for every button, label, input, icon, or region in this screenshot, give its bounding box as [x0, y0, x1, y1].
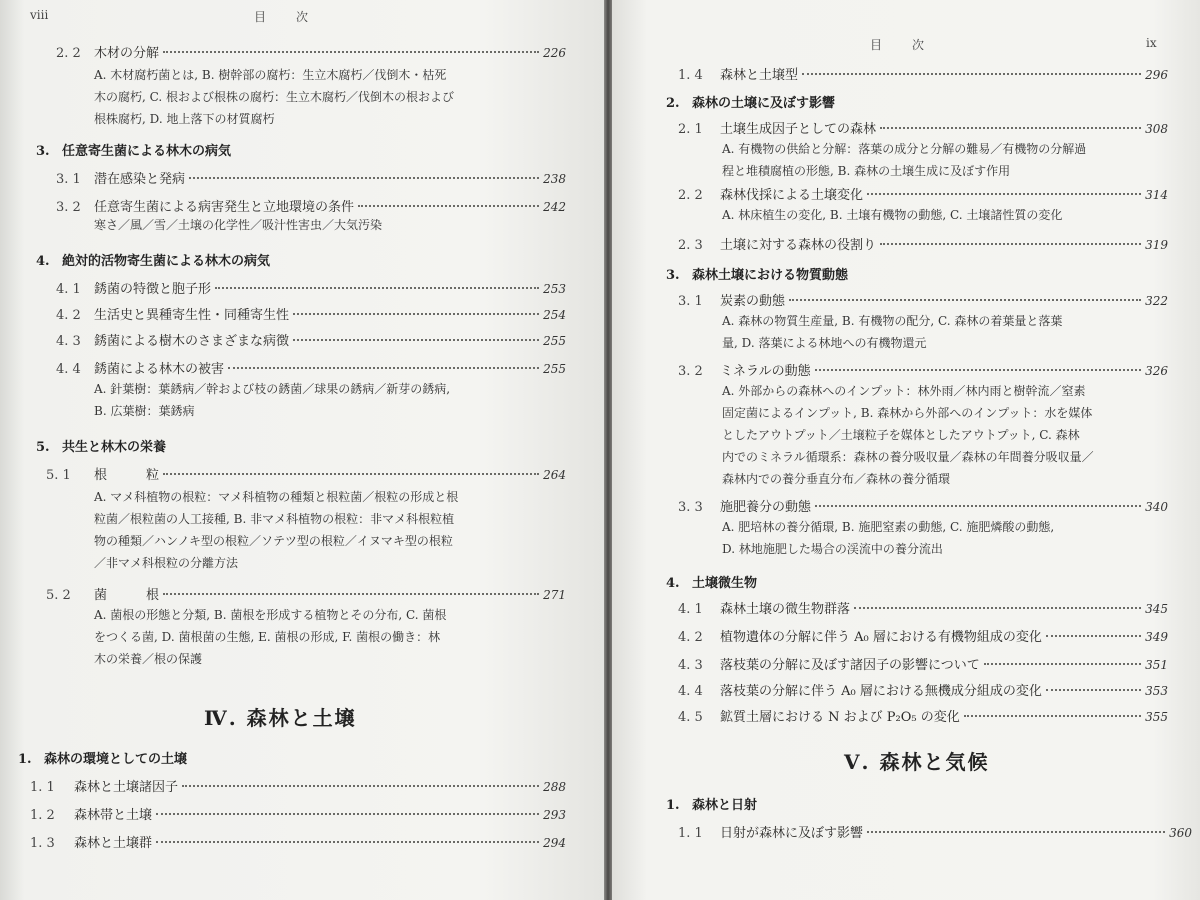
entry-page: 319 — [1145, 238, 1168, 252]
toc-entry[interactable] — [56, 358, 566, 377]
right-page-number: ix — [1146, 36, 1157, 50]
chapter-title: 絶対的活物寄生菌による林木の病気 — [62, 254, 271, 269]
toc-chapter[interactable] — [36, 140, 231, 159]
toc-entry[interactable] — [56, 278, 566, 297]
entry-title: 任意寄生菌による病害発生と立地環境の条件 — [94, 200, 355, 215]
entry-number: 3. 1 — [678, 294, 703, 309]
leader-dots — [156, 841, 539, 843]
entry-number: 4. 4 — [56, 362, 81, 377]
entry-number: 4. 2 — [678, 630, 703, 645]
toc-chapter[interactable] — [666, 264, 848, 283]
entry-title: 森林と土壌群 — [74, 836, 153, 851]
entry-number: 4. 1 — [678, 602, 703, 617]
entry-page: 322 — [1145, 294, 1168, 308]
subtopic-line: 森林内での養分垂直分布／森林の養分循環 — [722, 472, 951, 486]
leader-dots — [228, 367, 539, 369]
leader-dots — [156, 813, 539, 815]
entry-page: 326 — [1145, 364, 1168, 378]
entry-number: 2. 2 — [56, 46, 81, 61]
subtopic-line: D. 林地施肥した場合の渓流中の養分流出 — [722, 542, 943, 556]
entry-page: 355 — [1145, 710, 1168, 724]
chapter-title: 森林と日射 — [692, 798, 758, 813]
subtopic-line: A. 木材腐朽菌とは, B. 樹幹部の腐朽：生立木腐朽／伐倒木・枯死 — [94, 68, 447, 82]
toc-entry[interactable] — [678, 64, 1168, 83]
subtopic-line: 木の腐朽, C. 根および根株の腐朽：生立木腐朽／伐倒木の根および — [94, 90, 455, 104]
chapter-number: 3. — [36, 144, 50, 159]
entry-subtopics — [722, 204, 1062, 226]
toc-chapter[interactable] — [666, 92, 835, 111]
chapter-number: 1. — [666, 798, 680, 813]
toc-entry[interactable] — [678, 496, 1168, 515]
subtopic-line: A. 森林の物質生産量, B. 有機物の配分, C. 森林の着葉量と落葉 — [722, 314, 1063, 328]
entry-number: 4. 3 — [56, 334, 81, 349]
subtopic-line: 根株腐朽, D. 地上落下の材質腐朽 — [94, 112, 275, 126]
entry-page: 253 — [543, 282, 566, 296]
entry-title: 森林帯と土壌 — [74, 808, 153, 823]
subtopic-line: A. 菌根の形態と分類, B. 菌根を形成する植物とその分布, C. 菌根 — [94, 608, 447, 622]
entry-subtopics — [722, 380, 1094, 490]
right-header-title: 目 次 — [870, 38, 927, 52]
toc-entry[interactable] — [678, 360, 1168, 379]
entry-number: 3. 2 — [678, 364, 703, 379]
entry-page: 314 — [1145, 188, 1168, 202]
entry-number: 4. 3 — [678, 658, 703, 673]
entry-title: ミネラルの動態 — [720, 364, 811, 379]
leader-dots — [880, 243, 1141, 245]
toc-chapter[interactable] — [666, 572, 757, 591]
entry-number: 1. 4 — [678, 68, 703, 83]
toc-entry[interactable] — [56, 304, 566, 323]
subtopic-line: A. マメ科植物の根粒：マメ科植物の種類と根粒菌／根粒の形成と根 — [94, 490, 459, 504]
leader-dots — [789, 299, 1141, 301]
entry-number: 1. 3 — [30, 836, 55, 851]
leader-dots — [293, 339, 539, 341]
subtopic-line: A. 針葉樹：葉銹病／幹および枝の銹菌／球果の銹病／新芽の銹病, — [94, 382, 451, 396]
subtopic-line: 物の種類／ハンノキ型の根粒／ソテツ型の根粒／イヌマキ型の根粒 — [94, 534, 453, 548]
entry-number: 5. 2 — [46, 588, 71, 603]
entry-page: 293 — [543, 808, 566, 822]
entry-title: 生活史と異種寄生性・同種寄生性 — [94, 308, 290, 323]
entry-page: 345 — [1145, 602, 1168, 616]
toc-entry[interactable] — [30, 832, 566, 851]
entry-page: 360 — [1169, 826, 1192, 840]
toc-entry[interactable] — [56, 196, 566, 215]
leader-dots — [964, 715, 1141, 717]
entry-number: 5. 1 — [46, 468, 71, 483]
toc-entry[interactable] — [678, 654, 1168, 673]
leader-dots — [163, 473, 539, 475]
entry-page: 294 — [543, 836, 566, 850]
entry-title: 土壌に対する森林の役割り — [720, 238, 877, 253]
toc-chapter[interactable] — [18, 748, 187, 767]
entry-subtopics — [722, 516, 1054, 560]
entry-title: 潜在感染と発病 — [94, 172, 186, 187]
toc-entry[interactable] — [678, 680, 1168, 699]
toc-entry[interactable] — [678, 598, 1168, 617]
entry-subtopics — [94, 604, 446, 670]
chapter-title: 森林土壌における物質動態 — [692, 268, 849, 283]
toc-entry[interactable] — [678, 626, 1168, 645]
entry-number: 2. 3 — [678, 238, 703, 253]
entry-number: 3. 2 — [56, 200, 81, 215]
leader-dots — [293, 313, 539, 315]
toc-entry[interactable] — [46, 464, 566, 483]
subtopic-line: A. 有機物の供給と分解：落葉の成分と分解の難易／有機物の分解過 — [722, 142, 1087, 156]
subtopic-line: ／非マメ科根粒の分離方法 — [94, 556, 239, 570]
entry-title: 銹菌の特徴と胞子形 — [94, 282, 212, 297]
chapter-number: 4. — [36, 254, 50, 269]
entry-page: 351 — [1145, 658, 1168, 672]
chapter-title: 森林の環境としての土壌 — [44, 752, 188, 767]
subtopic-line: A. 外部からの森林へのインプット：林外雨／林内雨と樹幹流／窒素 — [722, 384, 1086, 398]
subtopic-line: A. 林床植生の変化, B. 土壌有機物の動態, C. 土壌諸性質の変化 — [722, 208, 1063, 222]
entry-page: 296 — [1145, 68, 1168, 82]
toc-entry[interactable] — [30, 804, 566, 823]
entry-title: 日射が森林に及ぼす影響 — [720, 826, 864, 841]
subtopic-line: 木の栄養／根の保護 — [94, 652, 203, 666]
leader-dots — [984, 663, 1141, 665]
entry-page: 353 — [1145, 684, 1168, 698]
entry-subtopics — [94, 64, 454, 130]
toc-entry[interactable] — [678, 706, 1168, 725]
entry-subtopics — [94, 486, 458, 574]
entry-title: 森林と土壌型 — [720, 68, 799, 83]
chapter-title: 土壌微生物 — [692, 576, 758, 591]
entry-subtopics — [94, 214, 382, 236]
chapter-number: 3. — [666, 268, 680, 283]
entry-title: 土壌生成因子としての森林 — [720, 122, 877, 137]
entry-page: 255 — [543, 362, 566, 376]
entry-subtopics — [722, 138, 1086, 182]
subtopic-line: 内でのミネラル循環系：森林の養分吸収量／森林の年間養分吸収量／ — [722, 450, 1094, 464]
entry-title: 植物遺体の分解に伴う A₀ 層における有機物組成の変化 — [720, 630, 1042, 645]
subtopic-line: をつくる菌, D. 菌根菌の生態, E. 菌根の形成, F. 菌根の働き：林 — [94, 630, 441, 644]
leader-dots — [182, 785, 539, 787]
toc-entry[interactable] — [56, 330, 566, 349]
entry-title: 根 粒 — [94, 468, 160, 483]
entry-subtopics — [722, 310, 1062, 354]
entry-title: 銹菌による樹木のさまざまな病徴 — [94, 334, 290, 349]
toc-entry[interactable] — [678, 234, 1168, 253]
entry-number: 4. 1 — [56, 282, 81, 297]
entry-page: 271 — [543, 588, 566, 602]
entry-subtopics — [94, 378, 450, 422]
leader-dots — [163, 51, 539, 53]
entry-title: 鉱質土層における N および P₂O₅ の変化 — [720, 710, 960, 725]
subtopic-line: B. 広葉樹：葉銹病 — [94, 404, 195, 418]
leader-dots — [1046, 635, 1141, 637]
chapter-number: 2. — [666, 96, 680, 111]
entry-page: 308 — [1145, 122, 1168, 136]
left-header-title: 目 次 — [254, 10, 311, 24]
chapter-number: 5. — [36, 440, 50, 455]
entry-number: 4. 2 — [56, 308, 81, 323]
subtopic-line: 粒菌／根粒菌の人工接種, B. 非マメ科植物の根粒：非マメ科根粒植 — [94, 512, 455, 526]
entry-number: 2. 1 — [678, 122, 703, 137]
entry-number: 1. 1 — [30, 780, 55, 795]
entry-page: 288 — [543, 780, 566, 794]
toc-chapter[interactable] — [36, 436, 166, 455]
chapter-number: 1. — [18, 752, 32, 767]
entry-page: 264 — [543, 468, 566, 482]
entry-title: 施肥養分の動態 — [720, 500, 812, 515]
entry-title: 落枝葉の分解に及ぼす諸因子の影響について — [720, 658, 980, 673]
toc-entry[interactable] — [678, 290, 1168, 309]
subtopic-line: A. 肥培林の養分循環, B. 施肥窒素の動態, C. 施肥燐酸の動態, — [722, 520, 1055, 534]
entry-page: 255 — [543, 334, 566, 348]
entry-title: 銹菌による林木の被害 — [94, 362, 225, 377]
leader-dots — [189, 177, 539, 179]
subtopic-line: 寒さ／風／雪／土壌の化学性／吸汁性害虫／大気汚染 — [94, 218, 383, 232]
entry-page: 340 — [1145, 500, 1168, 514]
entry-number: 3. 1 — [56, 172, 81, 187]
entry-number: 4. 4 — [678, 684, 703, 699]
leader-dots — [815, 505, 1141, 507]
entry-title: 炭素の動態 — [720, 294, 786, 309]
chapter-title: 共生と林木の栄養 — [62, 440, 167, 455]
leader-dots — [854, 607, 1141, 609]
right-page — [612, 0, 1200, 900]
toc-chapter[interactable] — [36, 250, 270, 269]
entry-page: 242 — [543, 200, 566, 214]
toc-entry[interactable] — [678, 822, 1192, 841]
toc-entry[interactable] — [678, 118, 1168, 137]
entry-number: 3. 3 — [678, 500, 703, 515]
entry-title: 森林土壌の微生物群落 — [720, 602, 851, 617]
toc-entry[interactable] — [56, 168, 566, 187]
subtopic-line: 程と堆積腐植の形態, B. 森林の土壌生成に及ぼす作用 — [722, 164, 1011, 178]
entry-page: 349 — [1145, 630, 1168, 644]
entry-page: 226 — [543, 46, 566, 60]
leader-dots — [1046, 689, 1141, 691]
entry-number: 1. 2 — [30, 808, 55, 823]
leader-dots — [815, 369, 1141, 371]
entry-number: 4. 5 — [678, 710, 703, 725]
book-gutter — [604, 0, 612, 900]
entry-title: 落枝葉の分解に伴う A₀ 層における無機成分組成の変化 — [720, 684, 1042, 699]
toc-entry[interactable] — [30, 776, 566, 795]
part-title: Ⅴ. 森林と気候 — [844, 750, 990, 774]
toc-entry[interactable] — [678, 184, 1168, 203]
toc-entry[interactable] — [56, 42, 566, 61]
chapter-title: 森林の土壌に及ぼす影響 — [692, 96, 836, 111]
entry-title: 木材の分解 — [94, 46, 160, 61]
leader-dots — [163, 593, 539, 595]
entry-title: 森林と土壌諸因子 — [74, 780, 179, 795]
chapter-title: 任意寄生菌による林木の病気 — [62, 144, 232, 159]
entry-title: 菌 根 — [94, 588, 160, 603]
subtopic-line: 固定菌によるインプット, B. 森林から外部へのインプット：水を媒体 — [722, 406, 1093, 420]
toc-entry[interactable] — [46, 584, 566, 603]
entry-number: 2. 2 — [678, 188, 703, 203]
leader-dots — [215, 287, 539, 289]
entry-page: 254 — [543, 308, 566, 322]
leader-dots — [802, 73, 1141, 75]
chapter-number: 4. — [666, 576, 680, 591]
subtopic-line: としたアウトプット／土壌粒子を媒体としたアウトプット, C. 森林 — [722, 428, 1080, 442]
subtopic-line: 量, D. 落葉による林地への有機物還元 — [722, 336, 927, 350]
part-title: Ⅳ. 森林と土壌 — [204, 706, 357, 730]
leader-dots — [867, 193, 1141, 195]
toc-chapter[interactable] — [666, 794, 757, 813]
leader-dots — [880, 127, 1141, 129]
leader-dots — [358, 205, 539, 207]
entry-page: 238 — [543, 172, 566, 186]
left-page-number: viii — [30, 8, 49, 22]
entry-number: 1. 1 — [678, 826, 703, 841]
entry-title: 森林伐採による土壌変化 — [720, 188, 864, 203]
leader-dots — [867, 831, 1165, 833]
